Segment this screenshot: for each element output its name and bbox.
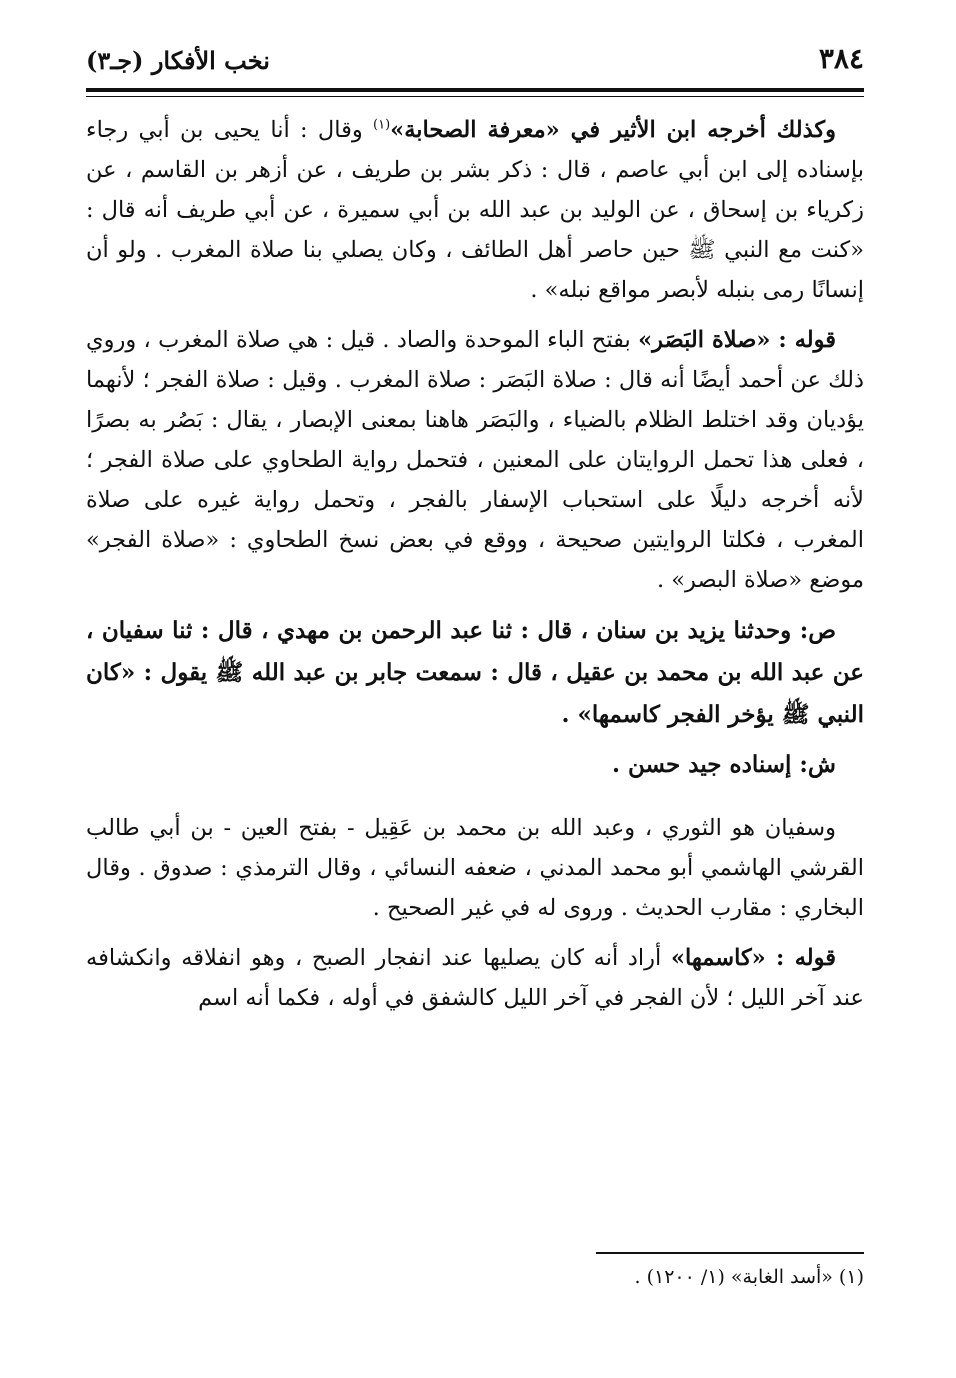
book-title: نخب الأفكار (جـ٣) — [86, 46, 270, 75]
hadith-text: ص: وحدثنا يزيد بن سنان ، قال : ثنا عبد الرحمن بن مهدي ، قال : ثنا سفيان ، عن عبد الله بن محمد بن عقيل ، قال : سمعت جابر بن عبد الله ﷺ يقول : «كان النبي ﷺ يؤخر الفجر كاسمها» . — [86, 617, 864, 728]
paragraph-body: وقال : أنا يحيى بن أبي رجاء بإسناده إلى ابن أبي عاصم ، قال : ذكر بشر بن طريف ، عن أزهر بن القاسم ، عن زكرياء بن إسحاق ، عن الوليد بن عبد الله بن أبي سميرة ، عن أبي طريف أنه قال : «كنت مع النبي ﷺ حين حاصر أهل الطائف ، وكان يصلي بنا صلاة المغرب . ولو أن إنسانًا رمى بنبله لأبصر مواقع نبله» . — [86, 117, 864, 303]
paragraph-lead: وكذلك أخرجه ابن الأثير في «معرفة الصحابة» — [390, 117, 836, 143]
paragraph-salat-albasar — [86, 320, 864, 600]
paragraph-body: بفتح الباء الموحدة والصاد . قيل : هي صلاة المغرب ، وروي ذلك عن أحمد أيضًا أنه قال : صلاة البَصَر : صلاة المغرب . وقيل : صلاة الفجر ؛ لأنهما يؤديان وقد اختلط الظلام بالضياء ، والبَصَر هاهنا بمعنى الإبصار ، يقال : بَصُر به بصرًا ، فعلى هذا تحمل الروايتان على المعنين ، فتحمل رواية الطحاوي على صلاة الفجر ؛ لأنه أخرجه دليلًا على استحباب الإسفار بالفجر ، وتحمل رواية غيره على صلاة المغرب ، فكلتا الروايتين صحيحة ، ووقع في بعض نسخ الطحاوي : «صلاة الفجر» موضع «صلاة البصر» . — [86, 327, 864, 593]
header-rule-thin — [86, 96, 864, 97]
paragraph-lead: قوله : «كاسمها» — [670, 945, 836, 971]
footnote: (١) «أسد الغابة» (١/ ١٢٠٠) . — [634, 1266, 864, 1288]
running-header — [86, 40, 864, 90]
paragraph-ibn-athir — [86, 110, 864, 310]
footnote-separator — [596, 1252, 864, 1254]
paragraph-narrators: وسفيان هو الثوري ، وعبد الله بن محمد بن عَقِيل - بفتح العين - بن أبي طالب القرشي الهاشمي أبو محمد المدني ، ضعفه النسائي ، وقال الترمذي : صدوق . وقال البخاري : مقارب الحديث . وروى له في غير الصحيح . — [86, 815, 864, 921]
paragraph-body: أراد أنه كان يصليها عند انفجار الصبح ، وهو انفلاقه وانكشافه عند آخر الليل ؛ لأن الفجر في آخر الليل كالشفق في أوله ، فكما أنه اسم — [86, 945, 864, 1011]
paragraph-lead: قوله : «صلاة البَصَر» — [638, 327, 837, 353]
page-number: ٣٨٤ — [818, 42, 864, 75]
paragraph-kasmiha — [86, 938, 864, 1018]
header-rule-thick — [86, 88, 864, 92]
main-text — [86, 110, 864, 1028]
footnote-marker: (١) — [373, 117, 391, 133]
isnad-grade: ش: إسناده جيد حسن . — [612, 751, 836, 778]
